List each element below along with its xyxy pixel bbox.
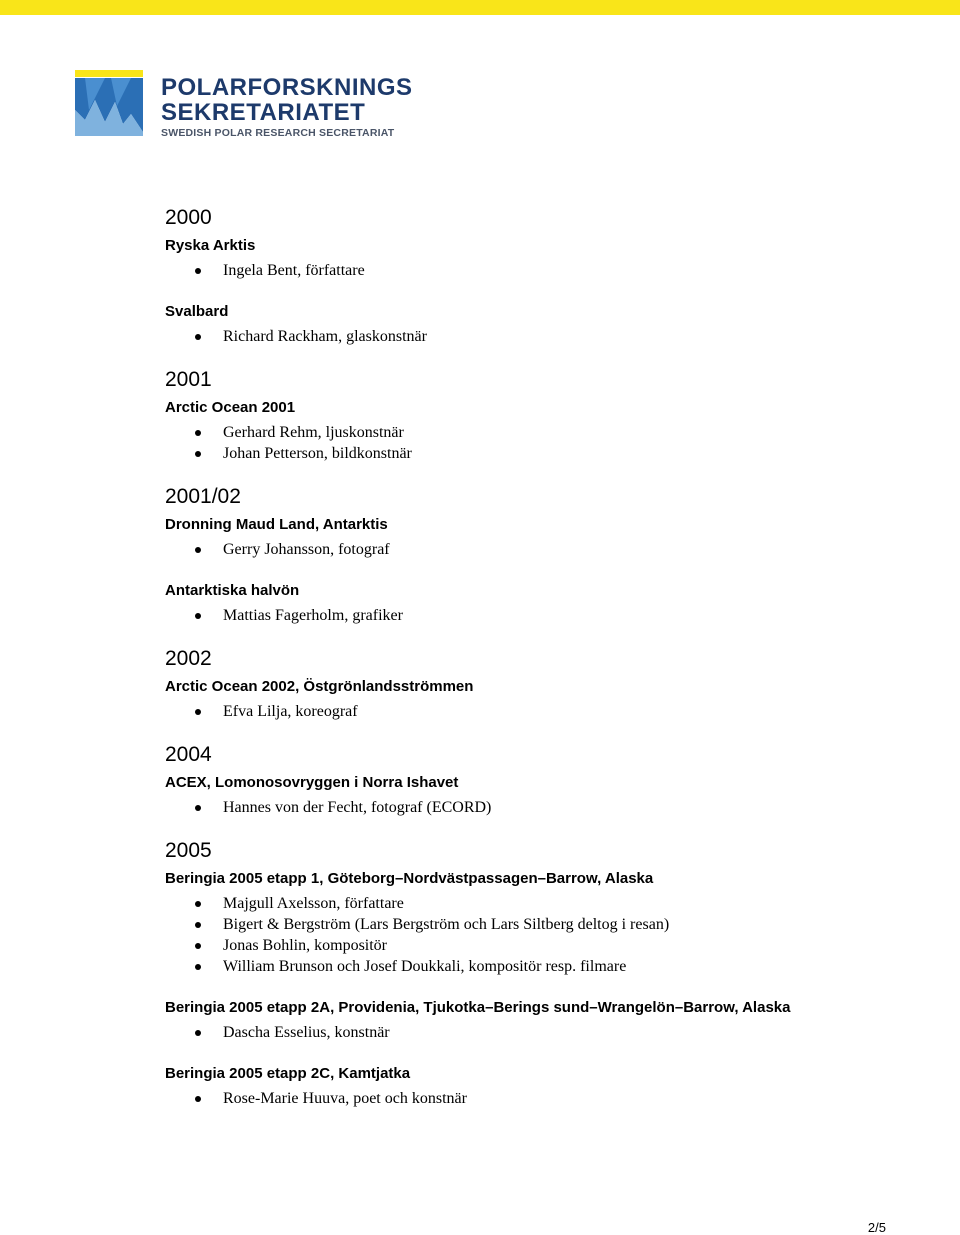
list-item [165,326,805,347]
participant-name: Gerhard Rehm, ljuskonstnär [223,424,404,441]
list-item [165,1088,805,1109]
participant-name: Majgull Axelsson, författare [223,895,404,912]
logo-title-line1: POLARFORSKNINGS [161,74,413,101]
list-item [165,260,805,281]
bullet-icon [195,964,201,970]
participant-name: Ingela Bent, författare [223,262,365,279]
list-item [165,422,805,443]
participant-name: Jonas Bohlin, kompositör [223,937,388,954]
bullet-icon [195,547,201,553]
bullet-icon [195,268,201,274]
bullet-icon [195,1096,201,1102]
participant-list [165,539,805,560]
participant-list [165,326,805,347]
logo [75,70,415,144]
expedition-group [165,301,805,347]
year-heading: 2005 [165,839,212,862]
expedition-title: Arctic Ocean 2002, Östgrönlandsströmmen [165,678,474,695]
list-item [165,956,805,977]
list-item [165,935,805,956]
participant-list [165,605,805,626]
expedition-group [165,397,805,464]
expedition-title: Svalbard [165,303,229,320]
participant-list [165,701,805,722]
list-item [165,701,805,722]
bullet-icon [195,334,201,340]
bullet-icon [195,922,201,928]
list-item [165,539,805,560]
participant-name: Gerry Johansson, fotograf [223,541,390,558]
bullet-icon [195,430,201,436]
expedition-group [165,868,805,977]
participant-list [165,893,805,977]
list-item [165,443,805,464]
participant-name: Dascha Esselius, konstnär [223,1024,390,1041]
expedition-group [165,772,805,818]
bullet-icon [195,1030,201,1036]
bullet-icon [195,943,201,949]
expedition-group [165,997,805,1043]
participant-list [165,422,805,464]
expedition-title: Beringia 2005 etapp 1, Göteborg–Nordvästpassagen–Barrow, Alaska [165,870,654,887]
expedition-group [165,235,805,281]
expedition-title: Antarktiska halvön [165,582,300,599]
year-heading: 2001 [165,368,212,391]
expedition-title: Beringia 2005 etapp 2C, Kamtjatka [165,1065,411,1082]
logo-subtitle: SWEDISH POLAR RESEARCH SECRETARIAT [161,127,395,139]
expedition-title: Ryska Arktis [165,237,256,254]
participant-name: Efva Lilja, koreograf [223,703,358,720]
participant-list [165,797,805,818]
expedition-title: Arctic Ocean 2001 [165,399,296,416]
participant-name: Rose-Marie Huuva, poet och konstnär [223,1090,467,1107]
page-number: 2/5 [867,1220,886,1235]
year-heading: 2001/02 [165,485,241,508]
participant-list [165,260,805,281]
year-section [165,367,805,464]
participant-list [165,1088,805,1109]
participant-name: Richard Rackham, glaskonstnär [223,328,427,345]
list-item [165,893,805,914]
list-item [165,914,805,935]
list-item [165,605,805,626]
expedition-group [165,676,805,722]
year-section [165,838,805,1109]
bullet-icon [195,901,201,907]
logo-mountain-icon [75,70,145,140]
year-section [165,484,805,626]
expedition-title: Dronning Maud Land, Antarktis [165,516,388,533]
logo-title-line2: SEKRETARIATET [161,99,366,126]
participant-name: William Brunson och Josef Doukkali, kompositör resp. filmare [223,958,627,975]
expedition-title: ACEX, Lomonosovryggen i Norra Ishavet [165,774,459,791]
list-item [165,797,805,818]
year-section [165,646,805,722]
list-item [165,1022,805,1043]
expedition-group [165,514,805,560]
year-section [165,205,805,347]
bullet-icon [195,709,201,715]
participant-name: Hannes von der Fecht, fotograf (ECORD) [223,799,492,816]
bullet-icon [195,805,201,811]
document-body [165,205,805,1129]
year-heading: 2004 [165,743,212,766]
expedition-title: Beringia 2005 etapp 2A, Providenia, Tjukotka–Berings sund–Wrangelön–Barrow, Alaska [165,999,791,1016]
participant-name: Johan Petterson, bildkonstnär [223,445,412,462]
top-accent-bar [0,0,960,15]
expedition-group [165,1063,805,1109]
year-heading: 2002 [165,647,212,670]
participant-list [165,1022,805,1043]
year-heading: 2000 [165,206,212,229]
bullet-icon [195,451,201,457]
participant-name: Bigert & Bergström (Lars Bergström och Lars Siltberg deltog i resan) [223,916,670,933]
year-section [165,742,805,818]
participant-name: Mattias Fagerholm, grafiker [223,607,403,624]
bullet-icon [195,613,201,619]
expedition-group [165,580,805,626]
